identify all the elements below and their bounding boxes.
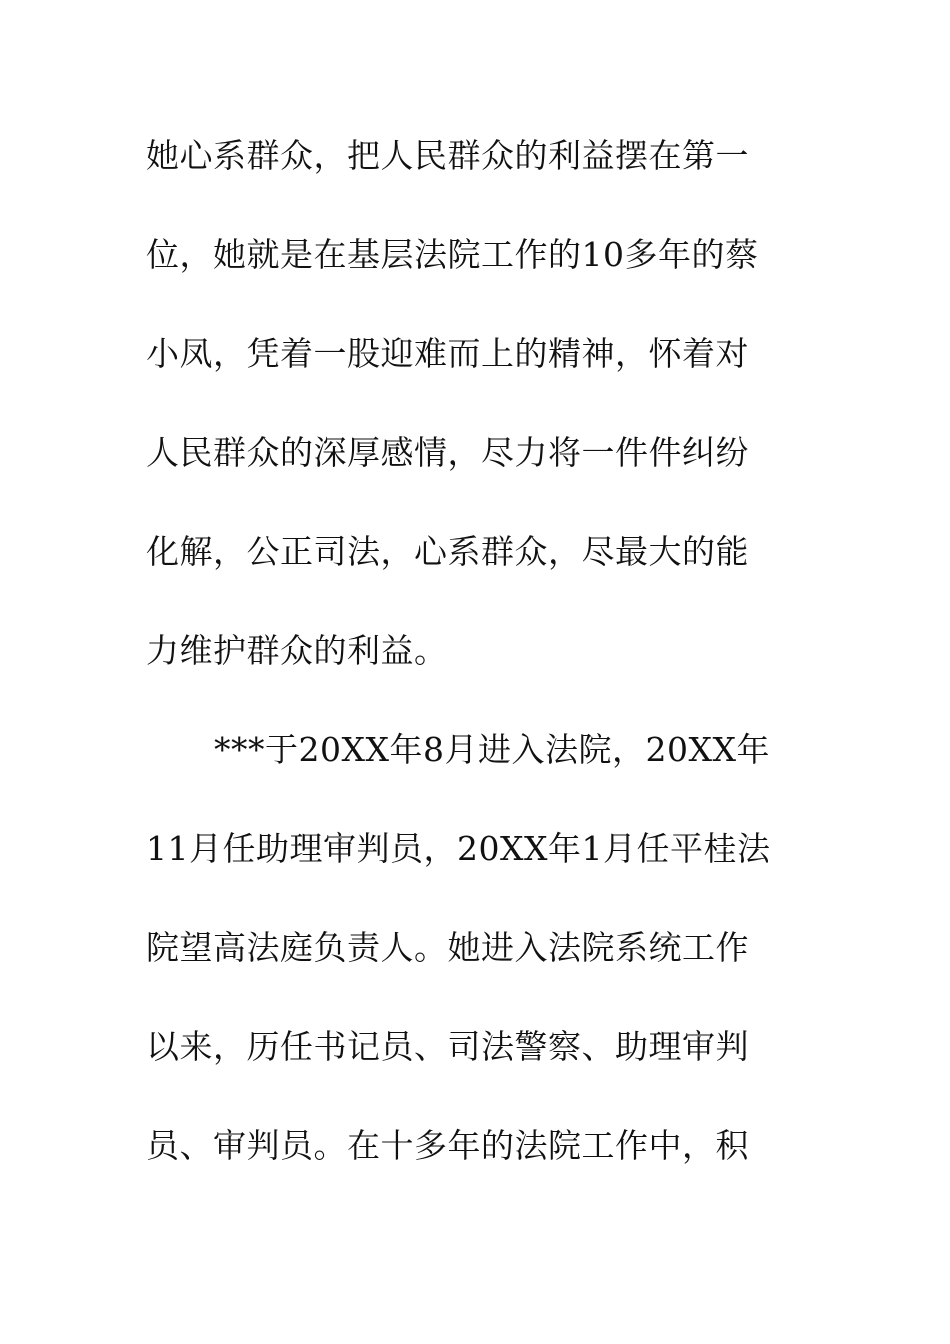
text-line: 化解，公正司法，心系群众，尽最大的能	[146, 532, 749, 571]
text-line: ***于20XX年8月进入法院，20XX年	[214, 730, 770, 769]
text-line: 院望高法庭负责人。她进入法院系统工作	[146, 928, 749, 967]
text-line: 11月任助理审判员，20XX年1月任平桂法	[146, 829, 771, 868]
text-line: 人民群众的深厚感情，尽力将一件件纠纷	[146, 433, 749, 472]
text-line: 位，她就是在基层法院工作的10多年的蔡	[146, 235, 759, 274]
text-line: 员、审判员。在十多年的法院工作中，积	[146, 1126, 749, 1165]
text-line: 她心系群众，把人民群众的利益摆在第一	[146, 136, 749, 175]
text-line: 小凤，凭着一股迎难而上的精神，怀着对	[146, 334, 749, 373]
text-line: 力维护群众的利益。	[146, 631, 448, 670]
text-line: 以来，历任书记员、司法警察、助理审判	[146, 1027, 749, 1066]
